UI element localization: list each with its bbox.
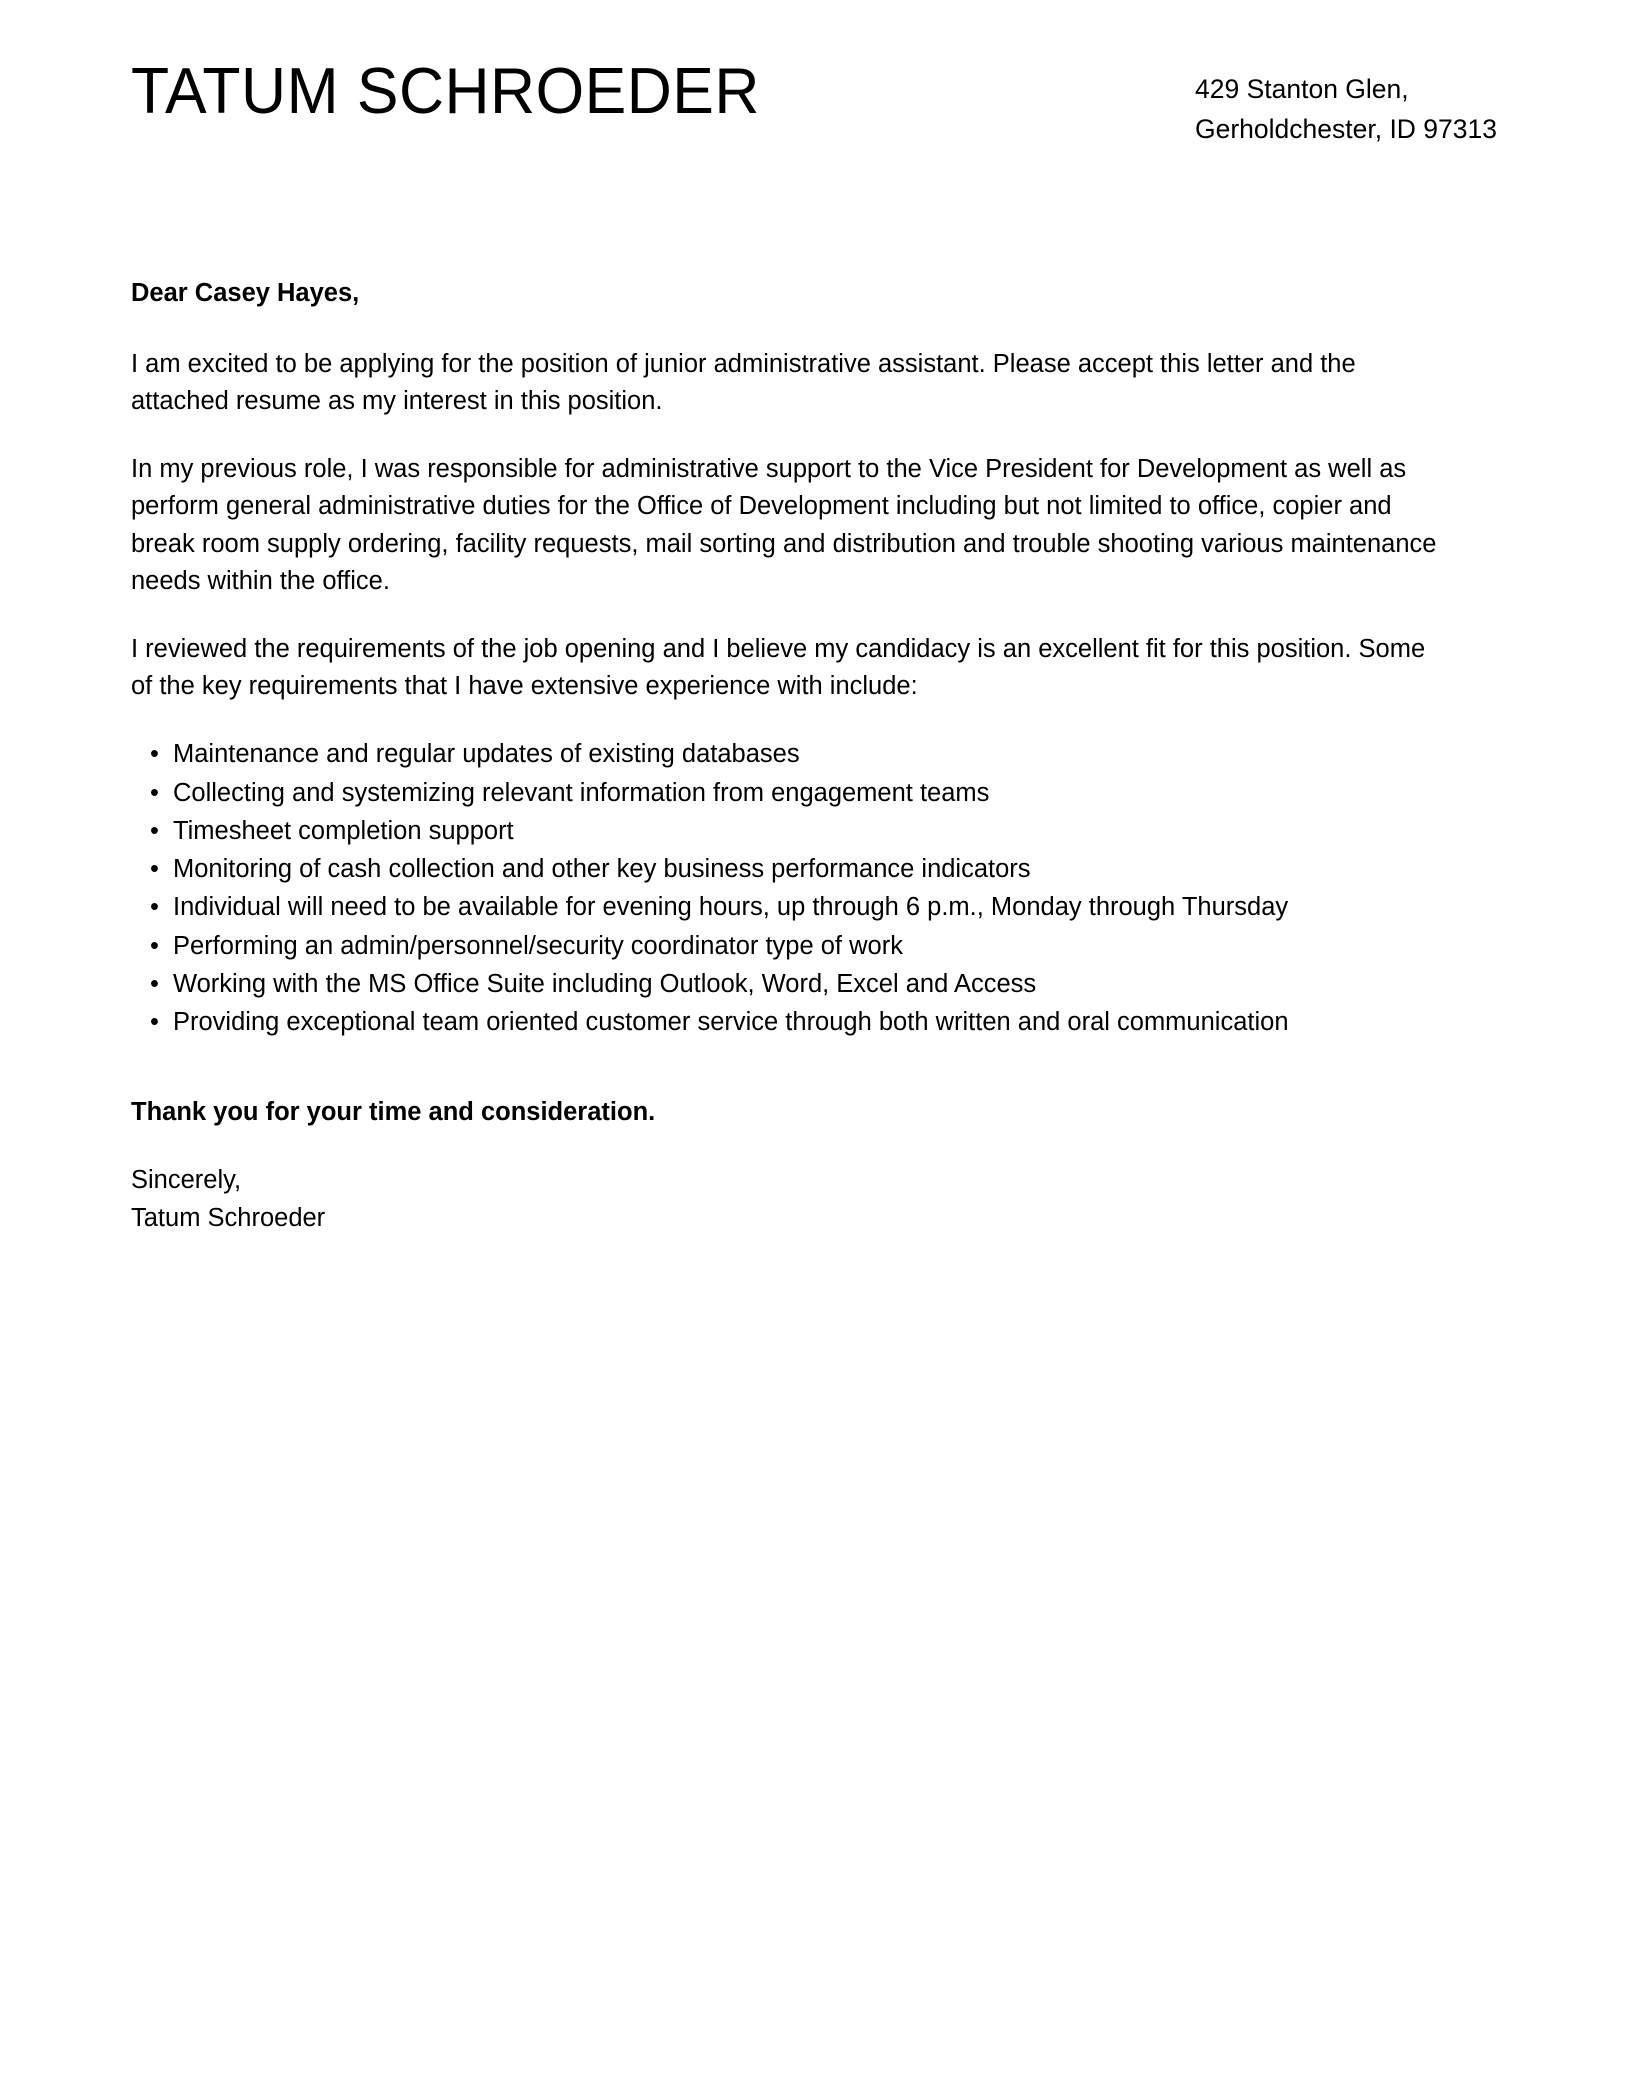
list-item bbox=[131, 966, 1449, 1003]
list-item bbox=[131, 736, 1449, 773]
letter-header bbox=[131, 0, 1501, 150]
bullet-icon: • bbox=[150, 740, 159, 769]
list-item-label: Collecting and systemizing relevant information from engagement teams bbox=[173, 778, 990, 807]
salutation: Dear Casey Hayes, bbox=[131, 278, 360, 307]
letter-body bbox=[131, 275, 1449, 1237]
list-item bbox=[131, 851, 1449, 888]
bullet-icon: • bbox=[150, 816, 159, 845]
bullet-icon: • bbox=[150, 1008, 159, 1036]
signoff-block bbox=[131, 1162, 1449, 1236]
sender-name: TATUM SCHROEDER bbox=[131, 54, 760, 127]
list-item bbox=[131, 928, 1449, 965]
list-item-label: Individual will need to be available for evening hours, up through 6 p.m., Monday through Thursday bbox=[173, 893, 1289, 922]
body-paragraph-2: In my previous role, I was responsible for administrative support to the Vice President for Development as well as perform general administrative duties for the Office of Development including but not limited to office, copier and break room supply ordering, facility requests, mail sorting and distribution and trouble shooting various maintenance needs within the office. bbox=[131, 455, 1437, 595]
address-line-1: 429 Stanton Glen, bbox=[1195, 74, 1409, 104]
list-item bbox=[131, 1004, 1449, 1041]
list-item-label: Monitoring of cash collection and other key business performance indicators bbox=[173, 855, 1031, 884]
list-item-label: Performing an admin/personnel/security coordinator type of work bbox=[173, 931, 903, 960]
list-item-label: Working with the MS Office Suite including Outlook, Word, Excel and Access bbox=[173, 969, 1037, 998]
valediction: Sincerely, bbox=[131, 1166, 242, 1195]
address-line-2: Gerholdchester, ID 97313 bbox=[1195, 113, 1497, 144]
list-item bbox=[131, 775, 1449, 812]
letter-content bbox=[131, 0, 1501, 1237]
list-item bbox=[131, 813, 1449, 850]
list-item-label: Timesheet completion support bbox=[173, 816, 514, 845]
body-paragraph-1: I am excited to be applying for the position of junior administrative assistant. Please accept this letter and the attached resume as my interest in this position. bbox=[131, 349, 1356, 415]
sender-address-block bbox=[1195, 58, 1501, 150]
requirements-list bbox=[131, 736, 1449, 1041]
list-item-label: Maintenance and regular updates of existing databases bbox=[173, 740, 800, 769]
bullet-icon: • bbox=[150, 931, 159, 960]
name-block bbox=[131, 54, 786, 127]
closing-thanks: Thank you for your time and consideration. bbox=[131, 1098, 656, 1127]
list-item bbox=[131, 889, 1449, 926]
bullet-icon: • bbox=[150, 969, 159, 998]
bullet-icon: • bbox=[150, 893, 159, 922]
bullet-icon: • bbox=[150, 778, 159, 807]
signature-name: Tatum Schroeder bbox=[131, 1203, 326, 1232]
body-paragraph-3: I reviewed the requirements of the job opening and I believe my candidacy is an excellent fit for this position. Some of the key requirements that I have extensive experience with include: bbox=[131, 635, 1426, 701]
list-item-label: Providing exceptional team oriented customer service through both written and oral communication bbox=[173, 1008, 1289, 1036]
bullet-icon: • bbox=[150, 855, 159, 884]
